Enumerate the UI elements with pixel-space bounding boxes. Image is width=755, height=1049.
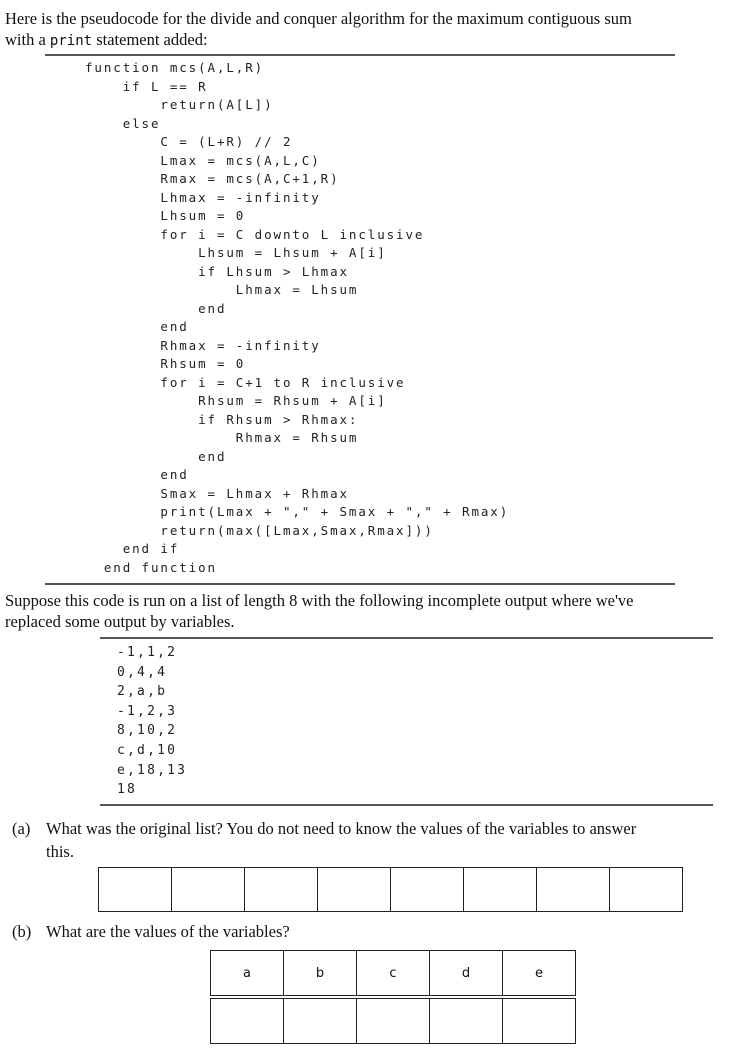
code-line: end if [85, 541, 180, 556]
list-answer-cell[interactable] [99, 868, 172, 912]
variable-value-cell[interactable] [284, 997, 357, 1044]
list-answer-cell[interactable] [391, 868, 464, 912]
code-line: if Lhsum > Lhmax [85, 263, 349, 279]
variables-answer-table [210, 950, 576, 1044]
list-answer-cell[interactable] [245, 868, 318, 912]
code-line: Smax = Lhmax + Rhmax [85, 485, 349, 501]
divider [45, 583, 675, 585]
intro-text: with a [5, 30, 50, 49]
code-line: end [85, 319, 189, 334]
list-answer-cell[interactable] [464, 868, 537, 912]
output-line: 2,a,b [117, 684, 168, 700]
divider [100, 804, 713, 806]
print-keyword: print [49, 33, 93, 49]
code-line: Lhmax = -infinity [85, 189, 321, 205]
list-answer-cell[interactable] [318, 868, 391, 912]
question-a-line-1: What was the original list? You do not need to know the values of the variables to answer [46, 819, 637, 838]
output-line: -1,2,3 [117, 703, 178, 719]
code-line: Lhsum = Lhsum + A[i] [85, 245, 387, 260]
code-line: for i = C downto L inclusive [85, 226, 425, 242]
code-line: end [85, 467, 189, 482]
variable-header-b: b [284, 951, 357, 998]
original-list-answer-table [98, 867, 683, 912]
question-b-label: (b) [12, 922, 32, 941]
list-answer-cell[interactable] [172, 868, 245, 912]
paragraph-line-2: replaced some output by variables. [5, 612, 235, 631]
variable-header-e: e [503, 951, 576, 998]
code-line: else [85, 115, 161, 131]
question-a-line-2: this. [46, 842, 74, 861]
question-b-text: What are the values of the variables? [46, 922, 290, 941]
paragraph-line-1: Suppose this code is run on a list of length 8 with the following incomplete output where we've [5, 591, 634, 610]
code-line: Lhmax = Lhsum [85, 282, 359, 297]
program-output [117, 643, 187, 800]
code-line: if Rhsum > Rhmax: [85, 411, 359, 427]
pseudocode-block [85, 59, 509, 577]
code-line: Rhsum = 0 [85, 356, 246, 371]
variable-value-cell[interactable] [430, 997, 503, 1044]
variable-header-d: d [430, 951, 503, 998]
intro-text-end: statement added: [92, 30, 208, 49]
variable-header-a: a [211, 951, 284, 998]
output-line: c,d,10 [117, 742, 178, 758]
output-line: -1,1,2 [117, 645, 178, 660]
output-line: 0,4,4 [117, 664, 168, 680]
variable-value-cell[interactable] [357, 997, 430, 1044]
code-line: print(Lmax + "," + Smax + "," + Rmax) [85, 504, 510, 519]
variable-value-cell[interactable] [503, 997, 576, 1044]
output-line: 8,10,2 [117, 723, 178, 739]
question-a-label: (a) [12, 819, 31, 838]
intro-line-2 [5, 29, 208, 52]
code-line: if L == R [85, 78, 208, 94]
output-line: 18 [117, 782, 138, 798]
code-line: return(A[L]) [85, 97, 274, 112]
output-line: e,18,13 [117, 762, 188, 778]
divider [100, 637, 713, 639]
variable-header-c: c [357, 951, 430, 998]
code-line: return(max([Lmax,Smax,Rmax])) [85, 522, 434, 538]
code-line: end [85, 300, 227, 316]
list-answer-cell[interactable] [537, 868, 610, 912]
code-line: for i = C+1 to R inclusive [85, 374, 406, 390]
list-answer-cell[interactable] [610, 868, 683, 912]
code-line: Rhmax = -infinity [85, 337, 321, 353]
code-line: function mcs(A,L,R) [85, 60, 265, 75]
variable-value-cell[interactable] [211, 997, 284, 1044]
code-line: Lhsum = 0 [85, 208, 246, 223]
code-line: Rhsum = Rhsum + A[i] [85, 393, 387, 408]
code-line: end [85, 448, 227, 464]
code-line: end function [85, 559, 217, 575]
code-line: Lmax = mcs(A,L,C) [85, 152, 321, 168]
divider [45, 54, 675, 56]
code-line: Rhmax = Rhsum [85, 430, 359, 445]
code-line: Rmax = mcs(A,C+1,R) [85, 171, 340, 186]
code-line: C = (L+R) // 2 [85, 134, 293, 149]
intro-line-1: Here is the pseudocode for the divide and conquer algorithm for the maximum contiguous sum [5, 9, 632, 28]
